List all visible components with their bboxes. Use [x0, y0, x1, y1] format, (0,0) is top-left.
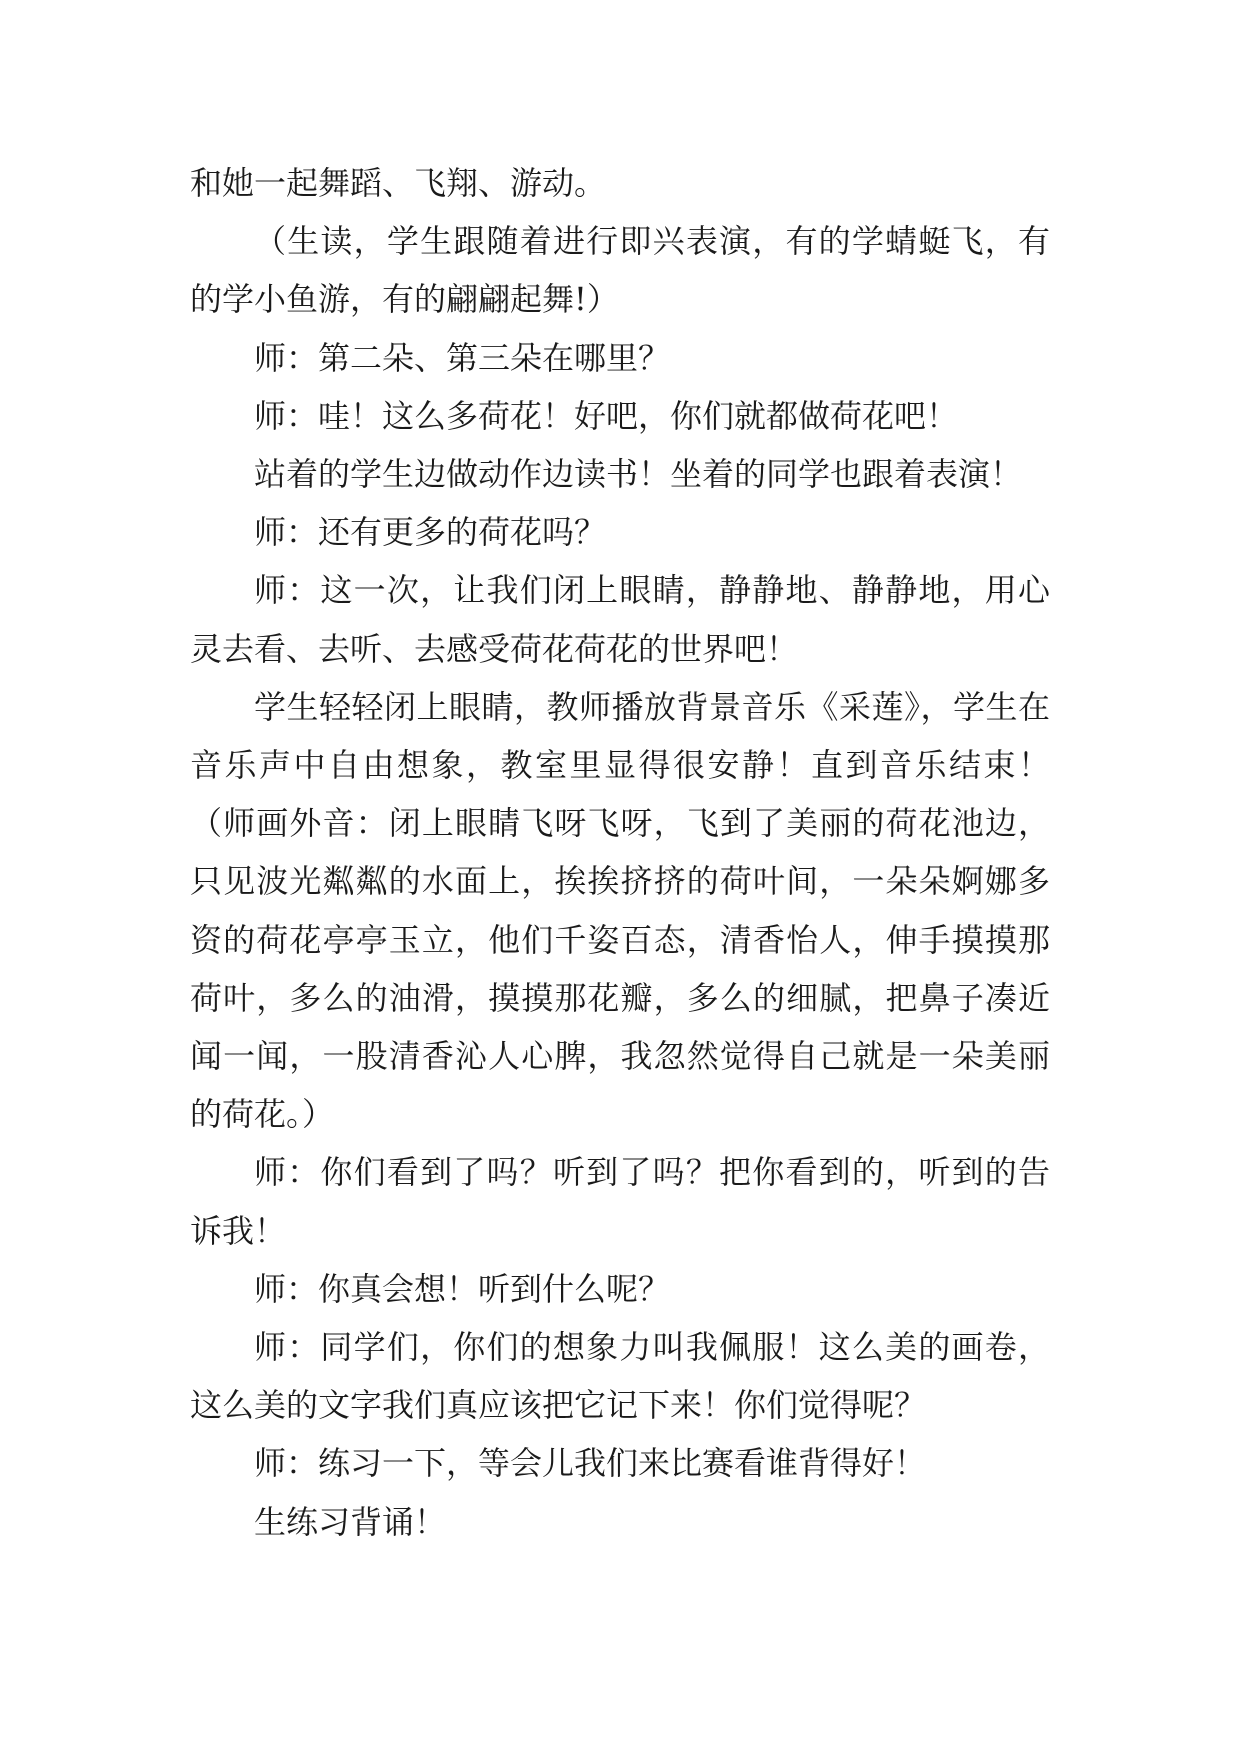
- paragraph-3: 师：第二朵、第三朵在哪里？: [254, 338, 671, 377]
- paragraph-7: 师：这一次，让我们闭上眼睛，静静地、静静地，用心灵去看、去听、去感受荷花荷花的世界吧！: [190, 571, 1050, 668]
- paragraph-13: 生练习背诵！: [254, 1502, 447, 1541]
- paragraph-10: 师：你真会想！听到什么呢？: [254, 1269, 671, 1308]
- paragraph-12: 师：练习一下，等会儿我们来比赛看谁背得好！: [254, 1444, 927, 1483]
- document-body: [190, 154, 1050, 1551]
- paragraph-5: 站着的学生边做动作边读书！坐着的同学也跟着表演！: [254, 455, 1023, 494]
- paragraph-4: 师：哇！这么多荷花！好吧，你们就都做荷花吧！: [254, 396, 959, 435]
- paragraph-9: 师：你们看到了吗？听到了吗？把你看到的，听到的告诉我！: [190, 1153, 1050, 1250]
- paragraph-8: 学生轻轻闭上眼睛，教师播放背景音乐《采莲》，学生在音乐声中自由想象，教室里显得很安静！直到音乐结束！（师画外音：闭上眼睛飞呀飞呀，飞到了美丽的荷花池边，只见波光粼粼的水面上，挨挨挤挤的荷叶间，一朵朵婀娜多资的荷花亭亭玉立，他们千姿百态，清香怡人，伸手摸摸那荷叶，多么的油滑，摸摸那花瓣，多么的细腻，把鼻子凑近闻一闻，一股清香沁人心脾，我忽然觉得自己就是一朵美丽的荷花。）: [190, 687, 1050, 1134]
- paragraph-1: 和她一起舞蹈、飞翔、游动。: [190, 164, 607, 202]
- paragraph-2: （生读，学生跟随着进行即兴表演，有的学蜻蜓飞，有的学小鱼游，有的翩翩起舞!）: [190, 222, 1050, 319]
- paragraph-6: 师：还有更多的荷花吗？: [254, 513, 607, 552]
- paragraph-11: 师：同学们，你们的想象力叫我佩服！这么美的画卷，这么美的文字我们真应该把它记下来！你们觉得呢？: [190, 1328, 1050, 1425]
